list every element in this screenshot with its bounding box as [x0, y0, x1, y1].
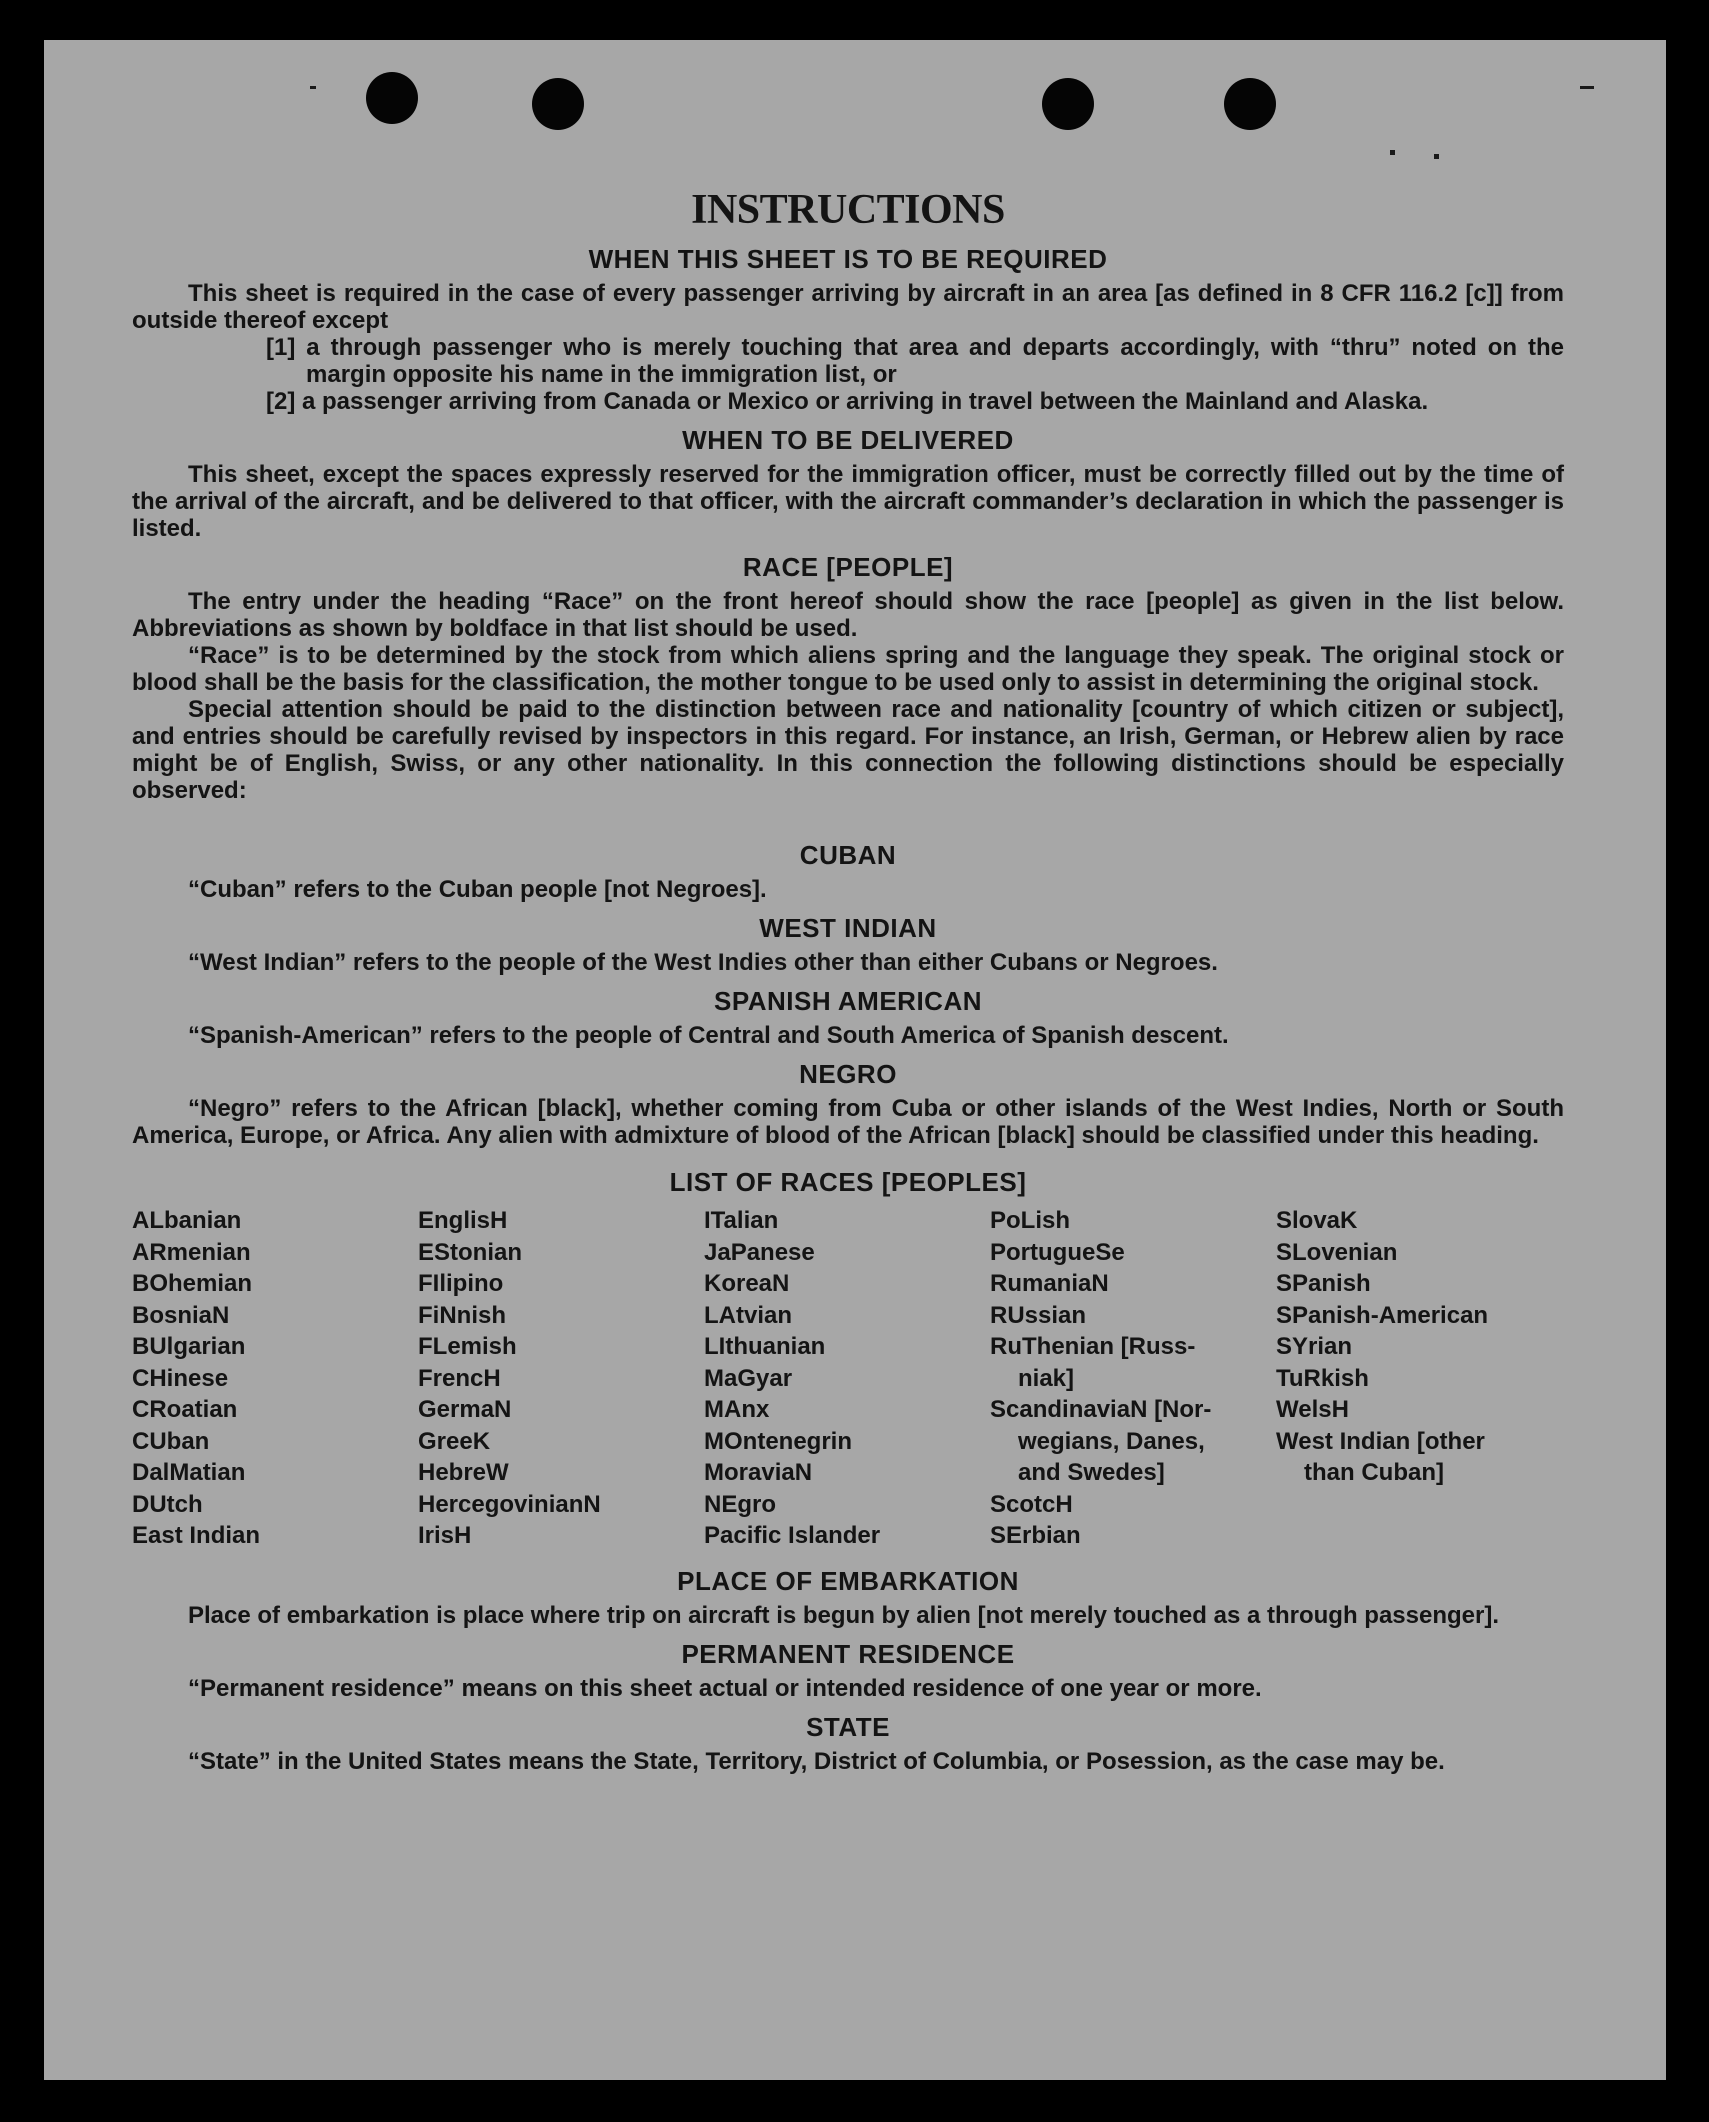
- race-item: TuRkish: [1276, 1364, 1369, 1392]
- race-item: IrisH: [418, 1522, 472, 1549]
- race-list: [132, 1205, 1564, 1552]
- negro-text: “Negro” refers to the African [black], whether coming from Cuba or other islands of the West Indies, North or South America, Europe, or Africa. Any alien with admixture of blood of the African [black] should be classified under this heading.: [132, 1095, 1564, 1149]
- race-item: SYrian: [1276, 1333, 1353, 1360]
- race-item: Pacific Islander: [704, 1522, 881, 1549]
- race-item: RuThenian [Russ-: [990, 1333, 1196, 1360]
- race-item: West Indian [other: [1276, 1427, 1485, 1455]
- race-item: CUban: [132, 1427, 210, 1455]
- instructions-content: [132, 150, 1564, 1775]
- race-item-continued: wegians, Danes,: [1018, 1427, 1205, 1455]
- race-item: MOntenegrin: [704, 1427, 852, 1455]
- cuban-text: “Cuban” refers to the Cuban people [not Negroes].: [188, 876, 767, 903]
- race-item-continued: than Cuban]: [1304, 1459, 1444, 1486]
- race-item: SLovenian: [1276, 1238, 1398, 1266]
- race-item: ARmenian: [132, 1238, 251, 1266]
- exception-item-1: [1] a through passenger who is merely touching that area and departs accordingly, with “thru” noted on the margin opposite his name in the immigration list, or: [266, 334, 1564, 388]
- punch-hole: [1224, 78, 1276, 130]
- race-item: PortugueSe: [990, 1238, 1125, 1266]
- race-item: SPanish-American: [1276, 1301, 1489, 1329]
- section-heading-embarkation: PLACE OF EMBARKATION: [677, 1565, 1019, 1596]
- race-item: EnglisH: [418, 1207, 508, 1234]
- race-item: GreeK: [418, 1427, 491, 1455]
- page-title: INSTRUCTIONS: [691, 187, 1005, 233]
- race-item: JaPanese: [704, 1238, 815, 1266]
- section-heading-permanent-residence: PERMANENT RESIDENCE: [681, 1638, 1015, 1669]
- when-required-intro: This sheet is required in the case of every passenger arriving by aircraft in an area [as defined in 8 CFR 116.2 [c]] from outside thereof except: [132, 280, 1564, 334]
- section-heading-negro: NEGRO: [799, 1059, 897, 1089]
- race-item: ScotcH: [990, 1490, 1073, 1518]
- section-heading-spanish-american: SPANISH AMERICAN: [713, 986, 982, 1016]
- race-item: CHinese: [132, 1364, 229, 1392]
- race-item: FrencH: [418, 1364, 501, 1392]
- race-item: MoraviaN: [704, 1459, 813, 1486]
- race-item: EStonian: [418, 1238, 523, 1266]
- race-item: WelsH: [1276, 1396, 1349, 1423]
- race-paragraph: “Race” is to be determined by the stock from which aliens spring and the language they speak. The original stock or blood shall be the basis for the classification, the mother tongue to be used only to assist in determining the original stock.: [132, 642, 1564, 696]
- race-item: HercegovinianN: [418, 1490, 601, 1518]
- race-column: [132, 1205, 418, 1552]
- race-item: FLemish: [418, 1333, 517, 1360]
- race-item: BOhemian: [132, 1270, 253, 1297]
- race-item: LIthuanian: [704, 1333, 826, 1360]
- race-item: KoreaN: [704, 1270, 790, 1297]
- permanent-residence-text: “Permanent residence” means on this sheet actual or intended residence of one year or more.: [188, 1674, 1262, 1702]
- race-item: FIlipino: [418, 1270, 504, 1297]
- race-item: LAtvian: [704, 1301, 793, 1329]
- race-item: GermaN: [418, 1396, 512, 1423]
- when-delivered-text: This sheet, except the spaces expressly reserved for the immigration officer, must be correctly filled out by the time of the arrival of the aircraft, and be delivered to that officer, with the aircraft commander’s declaration in which the passenger is listed.: [132, 461, 1564, 542]
- race-item-continued: and Swedes]: [1018, 1459, 1165, 1486]
- race-column: [1276, 1205, 1562, 1552]
- punch-hole: [1042, 78, 1094, 130]
- spanish-american-text: “Spanish-American” refers to the people of Central and South America of Spanish descent.: [188, 1022, 1229, 1049]
- race-item: RUssian: [990, 1301, 1087, 1329]
- punch-hole: [532, 78, 584, 130]
- section-heading-when-required: WHEN THIS SHEET IS TO BE REQUIRED: [588, 244, 1108, 274]
- race-item: BosniaN: [132, 1301, 230, 1329]
- exception-item-2: [2] a passenger arriving from Canada or Mexico or arriving in travel between the Mainland and Alaska.: [266, 388, 1429, 415]
- race-column: [704, 1205, 990, 1552]
- race-item: SPanish: [1276, 1270, 1371, 1297]
- race-item: DUtch: [132, 1490, 203, 1518]
- race-item: ALbanian: [132, 1207, 242, 1234]
- ink-mark: [1580, 86, 1594, 89]
- race-column: [418, 1205, 704, 1552]
- race-item: SErbian: [990, 1522, 1081, 1549]
- race-column: [990, 1205, 1276, 1552]
- race-item: SlovaK: [1276, 1207, 1358, 1234]
- race-item: East Indian: [132, 1522, 261, 1549]
- embarkation-text: Place of embarkation is place where trip on aircraft is begun by alien [not merely touched as a through passenger].: [188, 1601, 1499, 1629]
- race-item: NEgro: [704, 1490, 776, 1518]
- race-item: ITalian: [704, 1207, 779, 1234]
- section-heading-west-indian: WEST INDIAN: [759, 913, 937, 943]
- section-heading-when-delivered: WHEN TO BE DELIVERED: [682, 425, 1014, 455]
- race-paragraph: The entry under the heading “Race” on the front hereof should show the race [people] as given in the list below. Abbreviations as shown by boldface in that list should be used.: [132, 588, 1564, 642]
- race-item: PoLish: [990, 1207, 1071, 1234]
- race-item: DalMatian: [132, 1459, 246, 1486]
- west-indian-text: “West Indian” refers to the people of the West Indies other than either Cubans or Negroes.: [188, 949, 1218, 976]
- race-item: MAnx: [704, 1396, 770, 1423]
- race-item: FiNnish: [418, 1301, 506, 1329]
- race-item: HebreW: [418, 1459, 509, 1486]
- state-text: “State” in the United States means the State, Territory, District of Columbia, or Posession, as the case may be.: [188, 1747, 1445, 1775]
- section-heading-state: STATE: [806, 1711, 890, 1742]
- punch-hole: [366, 72, 418, 124]
- race-item: RumaniaN: [990, 1270, 1109, 1297]
- race-paragraph: Special attention should be paid to the distinction between race and nationality [country of which citizen or subject], and entries should be carefully revised by inspectors in this regard. For instance, an Irish, German, or Hebrew alien by race might be of English, Swiss, or any other nationality. In this connection the following distinctions should be especially observed:: [132, 696, 1564, 804]
- ink-mark: [310, 86, 316, 89]
- race-item: MaGyar: [704, 1364, 793, 1392]
- race-item: ScandinaviaN [Nor-: [990, 1396, 1212, 1423]
- section-heading-cuban: CUBAN: [799, 840, 897, 870]
- race-item-continued: niak]: [1018, 1364, 1075, 1392]
- document-sheet: [44, 40, 1666, 2080]
- section-heading-race: RACE [PEOPLE]: [742, 552, 954, 582]
- race-item: CRoatian: [132, 1396, 238, 1423]
- race-item: BUlgarian: [132, 1333, 246, 1360]
- section-heading-list-of-races: LIST OF RACES [PEOPLES]: [669, 1167, 1027, 1197]
